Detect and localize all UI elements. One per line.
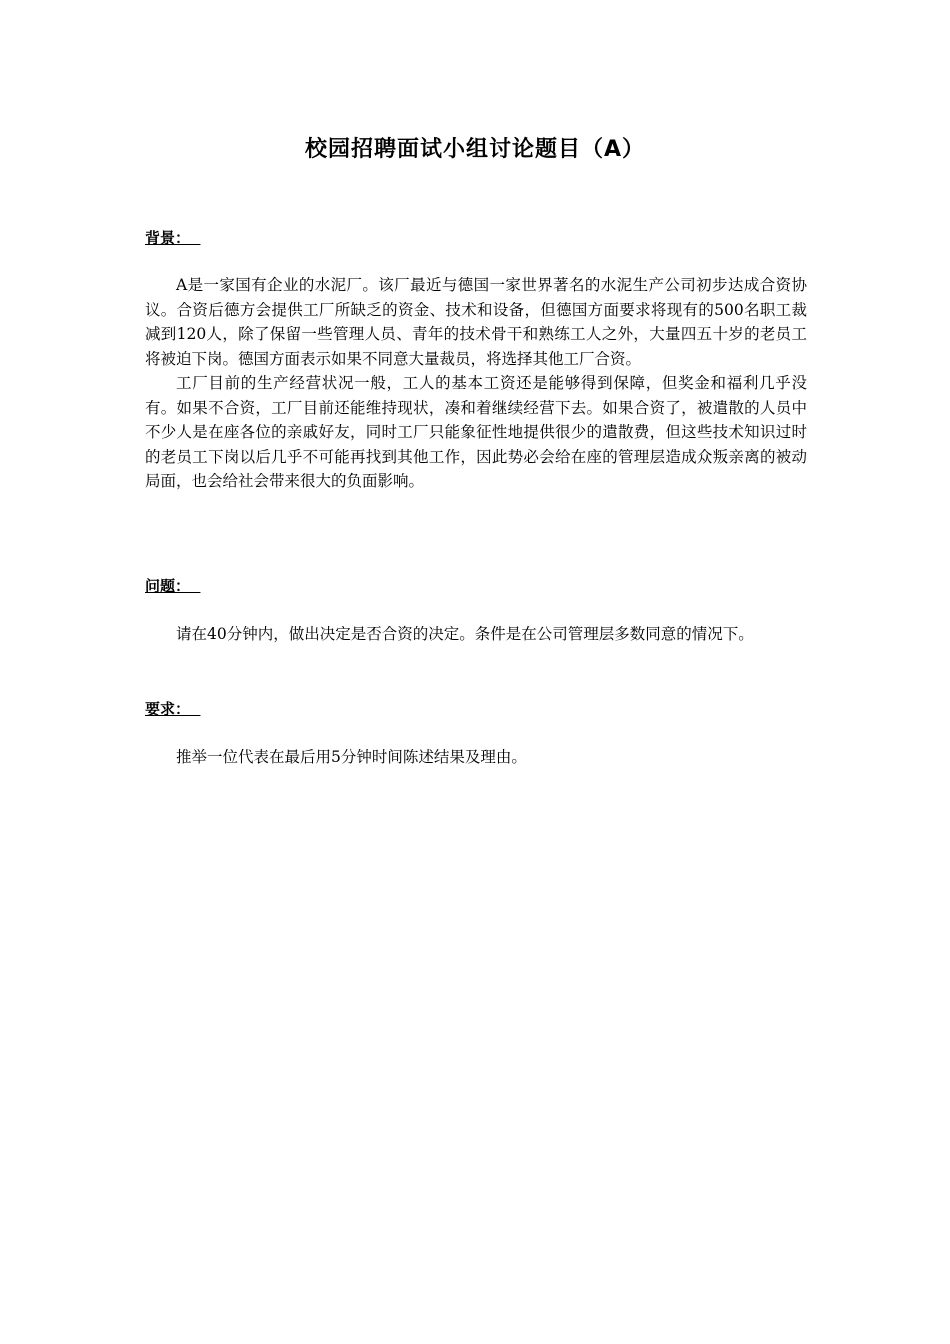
background-paragraph-1: A是一家国有企业的水泥厂。该厂最近与德国一家世界著名的水泥生产公司初步达成合资协议。合资后德方会提供工厂所缺乏的资金、技术和设备，但德国方面要求将现有的500名职工裁减到120人，除了保留一些管理人员、青年的技术骨干和熟练工人之外，大量四五十岁的老员工将被迫下岗。德国方面表示如果不同意大量裁员，将选择其他工厂合资。 [145, 276, 807, 368]
section-heading-requirement: 要求： [145, 700, 201, 718]
question-body [145, 622, 807, 647]
requirement-paragraph: 推举一位代表在最后用5分钟时间陈述结果及理由。 [176, 748, 527, 766]
question-paragraph: 请在40分钟内，做出决定是否合资的决定。条件是在公司管理层多数同意的情况下。 [176, 625, 754, 643]
section-heading-background: 背景： [145, 229, 201, 247]
section-heading-question: 问题： [145, 577, 201, 595]
requirement-body [145, 745, 807, 770]
background-body [145, 273, 807, 494]
page-title: 校园招聘面试小组讨论题目（A） [304, 137, 646, 162]
background-paragraph-2: 工厂目前的生产经营状况一般，工人的基本工资还是能够得到保障，但奖金和福利几乎没有。如果不合资，工厂目前还能维持现状，凑和着继续经营下去。如果合资了，被遣散的人员中不少人是在座各位的亲戚好友，同时工厂只能象征性地提供很少的遣散费，但这些技术知识过时的老员工下岗以后几乎不可能再找到其他工作，因此势必会给在座的管理层造成众叛亲离的被动局面，也会给社会带来很大的负面影响。 [145, 374, 807, 490]
